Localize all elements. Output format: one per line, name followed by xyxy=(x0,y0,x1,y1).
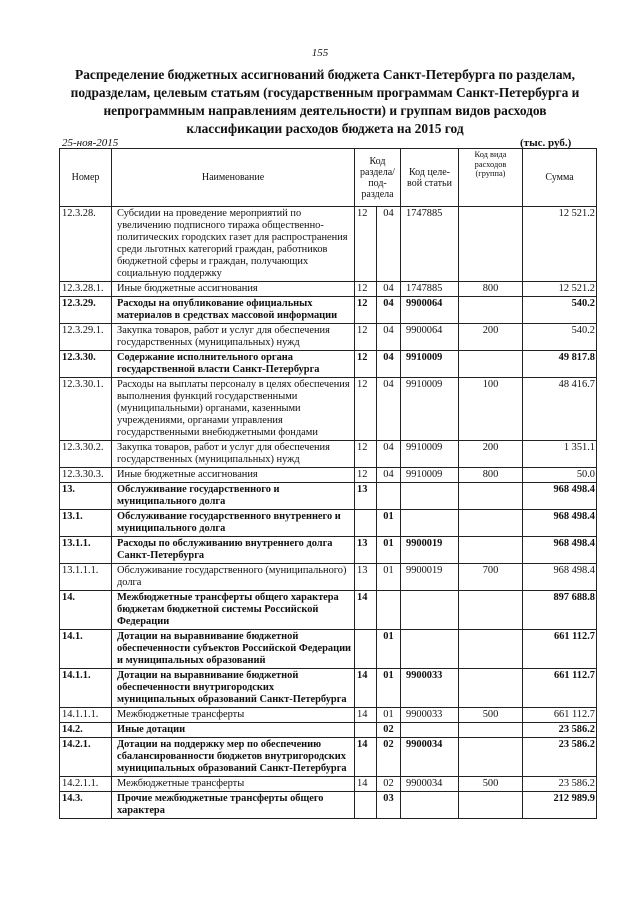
row-number: 14.2.1.1. xyxy=(60,777,112,792)
row-target-code xyxy=(401,630,459,669)
row-sum: 968 498.4 xyxy=(523,537,597,564)
row-name: Межбюджетные трансферты xyxy=(112,708,355,723)
row-name: Межбюджетные трансферты общего характера бюджетам бюджетной системы Российской Федерации xyxy=(112,591,355,630)
row-name: Расходы на выплаты персоналу в целях обеспечения выполнения функций государственными (муниципальными) органами, казенными учреждениями, органами управления государственными внебюджетными фондами xyxy=(112,378,355,441)
table-row xyxy=(60,324,597,351)
table-row xyxy=(60,441,597,468)
row-target-code: 9900019 xyxy=(401,537,459,564)
row-expense-type xyxy=(459,351,523,378)
table-row xyxy=(60,738,597,777)
table-row xyxy=(60,351,597,378)
row-section: 14 xyxy=(355,708,377,723)
header-section: Код раздела/ под- раздела xyxy=(355,149,401,207)
row-section: 14 xyxy=(355,777,377,792)
row-number: 14. xyxy=(60,591,112,630)
row-target-code: 9910009 xyxy=(401,378,459,441)
row-target-code: 9910009 xyxy=(401,441,459,468)
row-subsection: 01 xyxy=(377,669,401,708)
table-row xyxy=(60,591,597,630)
row-section xyxy=(355,510,377,537)
row-expense-type xyxy=(459,630,523,669)
row-sum: 540.2 xyxy=(523,324,597,351)
row-number: 13. xyxy=(60,483,112,510)
row-target-code: 9900034 xyxy=(401,777,459,792)
row-subsection xyxy=(377,483,401,510)
row-number: 12.3.28.1. xyxy=(60,282,112,297)
row-sum: 1 351.1 xyxy=(523,441,597,468)
row-target-code: 1747885 xyxy=(401,207,459,282)
row-sum: 23 586.2 xyxy=(523,777,597,792)
row-section: 12 xyxy=(355,351,377,378)
row-sum: 12 521.2 xyxy=(523,282,597,297)
row-number: 13.1.1. xyxy=(60,537,112,564)
row-target-code: 9900033 xyxy=(401,708,459,723)
row-target-code xyxy=(401,591,459,630)
row-section: 13 xyxy=(355,483,377,510)
row-expense-type xyxy=(459,297,523,324)
table-row xyxy=(60,297,597,324)
table-row xyxy=(60,468,597,483)
row-number: 14.1. xyxy=(60,630,112,669)
row-expense-type xyxy=(459,483,523,510)
row-subsection: 01 xyxy=(377,564,401,591)
header-number: Номер xyxy=(60,149,112,207)
row-section: 12 xyxy=(355,207,377,282)
row-section xyxy=(355,792,377,819)
row-target-code xyxy=(401,483,459,510)
row-subsection: 01 xyxy=(377,537,401,564)
row-subsection xyxy=(377,591,401,630)
row-name: Содержание исполнительного органа государственной власти Санкт-Петербурга xyxy=(112,351,355,378)
table-row xyxy=(60,537,597,564)
row-name: Закупка товаров, работ и услуг для обеспечения государственных (муниципальных) нужд xyxy=(112,324,355,351)
row-number: 12.3.30. xyxy=(60,351,112,378)
table-row xyxy=(60,378,597,441)
row-subsection: 01 xyxy=(377,510,401,537)
row-sum: 23 586.2 xyxy=(523,738,597,777)
row-expense-type: 200 xyxy=(459,441,523,468)
row-target-code: 9910009 xyxy=(401,468,459,483)
row-target-code xyxy=(401,723,459,738)
row-target-code xyxy=(401,510,459,537)
row-expense-type: 200 xyxy=(459,324,523,351)
row-target-code xyxy=(401,792,459,819)
row-expense-type xyxy=(459,738,523,777)
row-number: 12.3.28. xyxy=(60,207,112,282)
row-section: 14 xyxy=(355,591,377,630)
row-number: 12.3.29.1. xyxy=(60,324,112,351)
row-expense-type: 500 xyxy=(459,777,523,792)
row-expense-type: 100 xyxy=(459,378,523,441)
table-row xyxy=(60,777,597,792)
row-subsection: 04 xyxy=(377,351,401,378)
page-number: 155 xyxy=(311,47,329,59)
table-row xyxy=(60,510,597,537)
row-expense-type: 700 xyxy=(459,564,523,591)
document-title: Распределение бюджетных ассигнований бюджета Санкт-Петербурга по разделам, подразделам, целевым статьям (государственным программам Санкт-Петербурга и непрограммным направлениям деятельности) и группам видов расходов классификации расходов бюджета на 2015 год xyxy=(70,67,580,136)
row-name: Обслуживание государственного и муниципального долга xyxy=(112,483,355,510)
row-number: 14.2. xyxy=(60,723,112,738)
document-date: 25-ноя-2015 xyxy=(62,137,119,149)
row-number: 12.3.30.1. xyxy=(60,378,112,441)
row-section: 14 xyxy=(355,669,377,708)
table-row xyxy=(60,669,597,708)
row-section: 13 xyxy=(355,537,377,564)
units-label: (тыс. руб.) xyxy=(520,137,572,149)
row-section: 14 xyxy=(355,738,377,777)
row-number: 12.3.30.3. xyxy=(60,468,112,483)
row-name: Расходы по обслуживанию внутреннего долга Санкт-Петербурга xyxy=(112,537,355,564)
row-section: 12 xyxy=(355,378,377,441)
row-name: Иные дотации xyxy=(112,723,355,738)
row-name: Обслуживание государственного (муниципального) долга xyxy=(112,564,355,591)
row-number: 13.1. xyxy=(60,510,112,537)
table-row xyxy=(60,483,597,510)
row-number: 14.1.1.1. xyxy=(60,708,112,723)
row-expense-type: 800 xyxy=(459,468,523,483)
row-sum: 968 498.4 xyxy=(523,510,597,537)
table-header-row xyxy=(60,149,597,207)
row-target-code: 9900034 xyxy=(401,738,459,777)
table-row xyxy=(60,564,597,591)
row-name: Дотации на поддержку мер по обеспечению сбалансированности бюджетов внутригородских муниципальных образований Санкт-Петербурга xyxy=(112,738,355,777)
row-number: 12.3.29. xyxy=(60,297,112,324)
table-row xyxy=(60,708,597,723)
row-subsection: 04 xyxy=(377,324,401,351)
row-subsection: 03 xyxy=(377,792,401,819)
row-number: 14.2.1. xyxy=(60,738,112,777)
row-expense-type xyxy=(459,207,523,282)
row-name: Субсидии на проведение мероприятий по увеличению подписного тиража общественно-политических городских газет для распространения среди льготных категорий граждан, работников бюджетной сферы и граждан, получающих социальную поддержку xyxy=(112,207,355,282)
row-target-code: 9900064 xyxy=(401,324,459,351)
row-name: Прочие межбюджетные трансферты общего характера xyxy=(112,792,355,819)
header-target: Код целе- вой статьи xyxy=(401,149,459,207)
row-subsection: 04 xyxy=(377,207,401,282)
table-row xyxy=(60,630,597,669)
row-sum: 897 688.8 xyxy=(523,591,597,630)
row-expense-type xyxy=(459,723,523,738)
row-expense-type: 500 xyxy=(459,708,523,723)
row-sum: 661 112.7 xyxy=(523,669,597,708)
row-subsection: 01 xyxy=(377,708,401,723)
header-sum: Сумма xyxy=(523,149,597,207)
row-section: 12 xyxy=(355,282,377,297)
row-section: 12 xyxy=(355,441,377,468)
row-sum: 661 112.7 xyxy=(523,630,597,669)
row-subsection: 01 xyxy=(377,630,401,669)
row-name: Расходы на опубликование официальных материалов в средствах массовой информации xyxy=(112,297,355,324)
budget-table xyxy=(59,148,597,819)
row-name: Межбюджетные трансферты xyxy=(112,777,355,792)
row-name: Закупка товаров, работ и услуг для обеспечения государственных (муниципальных) нужд xyxy=(112,441,355,468)
row-name: Обслуживание государственного внутреннего и муниципального долга xyxy=(112,510,355,537)
row-expense-type xyxy=(459,591,523,630)
row-subsection: 04 xyxy=(377,297,401,324)
row-name: Дотации на выравнивание бюджетной обеспеченности внутригородских муниципальных образований Санкт-Петербурга xyxy=(112,669,355,708)
row-subsection: 02 xyxy=(377,738,401,777)
row-subsection: 04 xyxy=(377,378,401,441)
row-expense-type: 800 xyxy=(459,282,523,297)
table-row xyxy=(60,723,597,738)
row-subsection: 04 xyxy=(377,468,401,483)
row-sum: 212 989.9 xyxy=(523,792,597,819)
row-sum: 50.0 xyxy=(523,468,597,483)
table-row xyxy=(60,207,597,282)
row-expense-type xyxy=(459,792,523,819)
row-sum: 968 498.4 xyxy=(523,564,597,591)
row-number: 12.3.30.2. xyxy=(60,441,112,468)
row-number: 14.3. xyxy=(60,792,112,819)
table-row xyxy=(60,282,597,297)
header-name: Наименование xyxy=(112,149,355,207)
header-expense-type: Код вида расходов (группа) xyxy=(459,149,523,207)
row-target-code: 9900064 xyxy=(401,297,459,324)
row-subsection: 04 xyxy=(377,282,401,297)
row-sum: 49 817.8 xyxy=(523,351,597,378)
table-body xyxy=(60,207,597,819)
row-sum: 12 521.2 xyxy=(523,207,597,282)
row-name: Иные бюджетные ассигнования xyxy=(112,468,355,483)
row-section: 12 xyxy=(355,468,377,483)
row-expense-type xyxy=(459,537,523,564)
row-target-code: 9910009 xyxy=(401,351,459,378)
row-sum: 661 112.7 xyxy=(523,708,597,723)
row-section xyxy=(355,723,377,738)
row-section xyxy=(355,630,377,669)
row-sum: 23 586.2 xyxy=(523,723,597,738)
row-name: Дотации на выравнивание бюджетной обеспеченности субъектов Российской Федерации и муниципальных образований xyxy=(112,630,355,669)
row-target-code: 9900033 xyxy=(401,669,459,708)
row-subsection: 02 xyxy=(377,777,401,792)
row-target-code: 9900019 xyxy=(401,564,459,591)
row-expense-type xyxy=(459,669,523,708)
row-section: 12 xyxy=(355,324,377,351)
row-subsection: 04 xyxy=(377,441,401,468)
row-section: 13 xyxy=(355,564,377,591)
row-sum: 968 498.4 xyxy=(523,483,597,510)
table-row xyxy=(60,792,597,819)
row-name: Иные бюджетные ассигнования xyxy=(112,282,355,297)
row-section: 12 xyxy=(355,297,377,324)
row-sum: 48 416.7 xyxy=(523,378,597,441)
row-sum: 540.2 xyxy=(523,297,597,324)
row-target-code: 1747885 xyxy=(401,282,459,297)
row-expense-type xyxy=(459,510,523,537)
row-subsection: 02 xyxy=(377,723,401,738)
row-number: 13.1.1.1. xyxy=(60,564,112,591)
row-number: 14.1.1. xyxy=(60,669,112,708)
